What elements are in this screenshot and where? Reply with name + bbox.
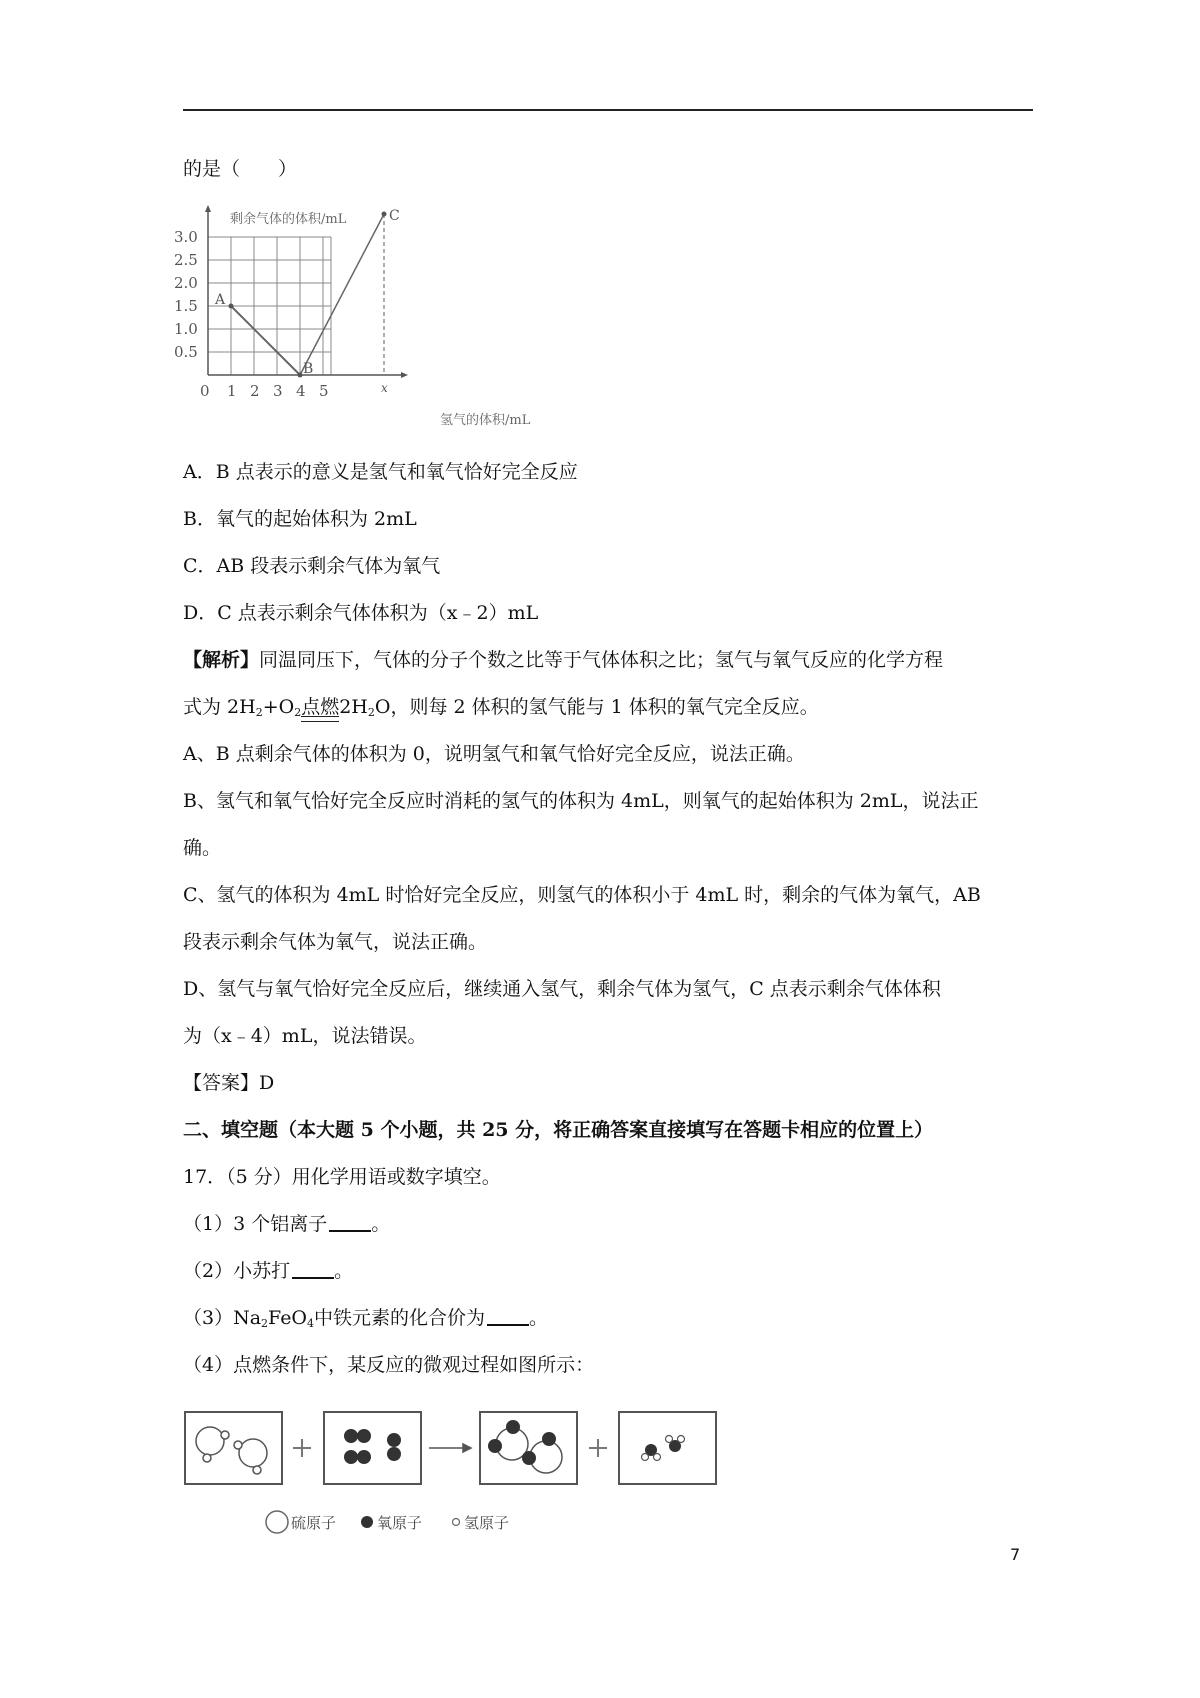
product-box-2 — [619, 1412, 716, 1484]
point-c — [382, 212, 387, 217]
option-c: C．AB 段表示剩余气体为氧气 — [183, 555, 441, 577]
analysis-intro: 【解析】同温同压下，气体的分子个数之比等于气体体积之比；氢气与氧气反应的化学方程 — [183, 649, 944, 671]
y-axis-arrow-icon — [205, 205, 211, 212]
y-tick-label: 3.0 — [174, 228, 198, 246]
reaction-condition: 点燃 — [301, 695, 339, 719]
point-b-label: B — [303, 361, 314, 377]
analysis-item-a: A、B 点剩余气体的体积为 0，说明氢气和氧气恰好完全反应，说法正确。 — [183, 743, 805, 765]
x-tick-label: 0 — [200, 382, 210, 400]
y-tick-label: 2.0 — [174, 274, 198, 292]
y-tick-label: 1.0 — [174, 320, 198, 338]
so2-molecules — [488, 1420, 562, 1473]
analysis-item-b-cont: 确。 — [183, 837, 222, 859]
option-b: B．氧气的起始体积为 2mL — [183, 508, 417, 530]
plus-icon — [293, 1439, 311, 1457]
h2o-molecules — [642, 1436, 685, 1461]
y-tick-label: 0.5 — [174, 343, 198, 361]
section-title: 二、填空题（本大题 5 个小题，共 25 分，将正确答案直接填写在答题卡相应的位置上） — [183, 1119, 934, 1141]
o2-molecules — [344, 1429, 401, 1464]
option-a: A．B 点表示的意义是氢气和氧气恰好完全反应 — [183, 461, 578, 483]
legend-hydrogen: 氢原子 — [464, 1514, 510, 1532]
answer-blank-3 — [487, 1306, 529, 1326]
q17-part3: $(3)Na_2FeO_4$中铁元素的化合价为 。 — [183, 1307, 549, 1330]
point-a — [229, 304, 234, 309]
x-axis-arrow-icon — [401, 372, 408, 378]
reaction-diagram — [183, 1410, 723, 1540]
sulfur-atom-icon — [266, 1511, 288, 1533]
x-tick-label: 2 — [250, 382, 260, 400]
analysis-item-b: B、氢气和氧气恰好完全反应时消耗的氢气的体积为 4mL，则氧气的起始体积为 2mL，说法正 — [183, 790, 979, 812]
x-tick-label: 1 — [227, 382, 237, 400]
point-b — [298, 373, 303, 378]
analysis-item-d: D、氢气与氧气恰好完全反应后，继续通入氢气，剩余气体为氢气，C 点表示剩余气体体积 — [183, 978, 941, 1000]
answer-blank-2 — [292, 1259, 334, 1279]
q17-part2: （2）小苏打 。 — [183, 1260, 354, 1282]
chemical-equation: 式为 $2H_2+O_2$点燃 $2H_2O$，则每 2 体积的氢气能与 1 体积的氧气完全反应。 — [183, 695, 819, 725]
oxygen-atom-icon — [361, 1516, 373, 1528]
reaction-arrow-icon — [429, 1444, 471, 1452]
y-tick-label: 2.5 — [174, 251, 198, 269]
y-tick-label: 1.5 — [174, 297, 198, 315]
x-tick-label: 5 — [319, 382, 329, 400]
header-rule — [183, 109, 1033, 111]
legend-sulfur: 硫原子 — [291, 1514, 337, 1532]
chart-ticks — [174, 228, 388, 400]
q17-part1: （1）3 个铝离子 。 — [183, 1213, 391, 1235]
analysis-item-d-cont: 为（x﹣4）mL，说法错误。 — [183, 1025, 427, 1047]
analysis-label: 【解析】 — [183, 649, 260, 671]
x-tick-label: 3 — [273, 382, 283, 400]
analysis-item-c: C、氢气的体积为 4mL 时恰好完全反应，则氢气的体积小于 4mL 时，剩余的气体为氧气，AB — [183, 884, 981, 906]
y-axis-label: 剩余气体的体积/mL — [230, 212, 347, 227]
legend — [266, 1511, 509, 1533]
point-c-label: C — [389, 208, 400, 224]
segment-ab — [231, 306, 300, 375]
analysis-item-c-cont: 段表示剩余气体为氧气，说法正确。 — [183, 931, 488, 953]
h2s-molecules — [196, 1427, 267, 1474]
x-tick-label: 4 — [296, 382, 306, 400]
option-d: D．C 点表示剩余气体体积为（x﹣2）mL — [183, 602, 539, 624]
volume-chart — [174, 205, 600, 435]
page-number: 7 — [1010, 1545, 1021, 1564]
segment-bc — [300, 214, 384, 375]
q17-part4: （4）点燃条件下，某反应的微观过程如图所示： — [183, 1354, 595, 1376]
q17-title: 17．（5 分）用化学用语或数字填空。 — [183, 1166, 501, 1188]
answer: 【答案】D — [183, 1072, 275, 1094]
x-axis-label: 氢气的体积/mL — [440, 413, 531, 428]
x-extra-tick-label: x — [381, 381, 388, 395]
legend-oxygen: 氧原子 — [377, 1514, 423, 1532]
chart-grid — [208, 237, 331, 375]
point-a-label: A — [215, 292, 226, 308]
hydrogen-atom-icon — [453, 1519, 460, 1526]
reactant-box-2 — [324, 1412, 421, 1484]
answer-blank-1 — [329, 1212, 371, 1232]
question-stem: 的是（ ） — [183, 158, 298, 180]
plus-icon — [589, 1439, 607, 1457]
